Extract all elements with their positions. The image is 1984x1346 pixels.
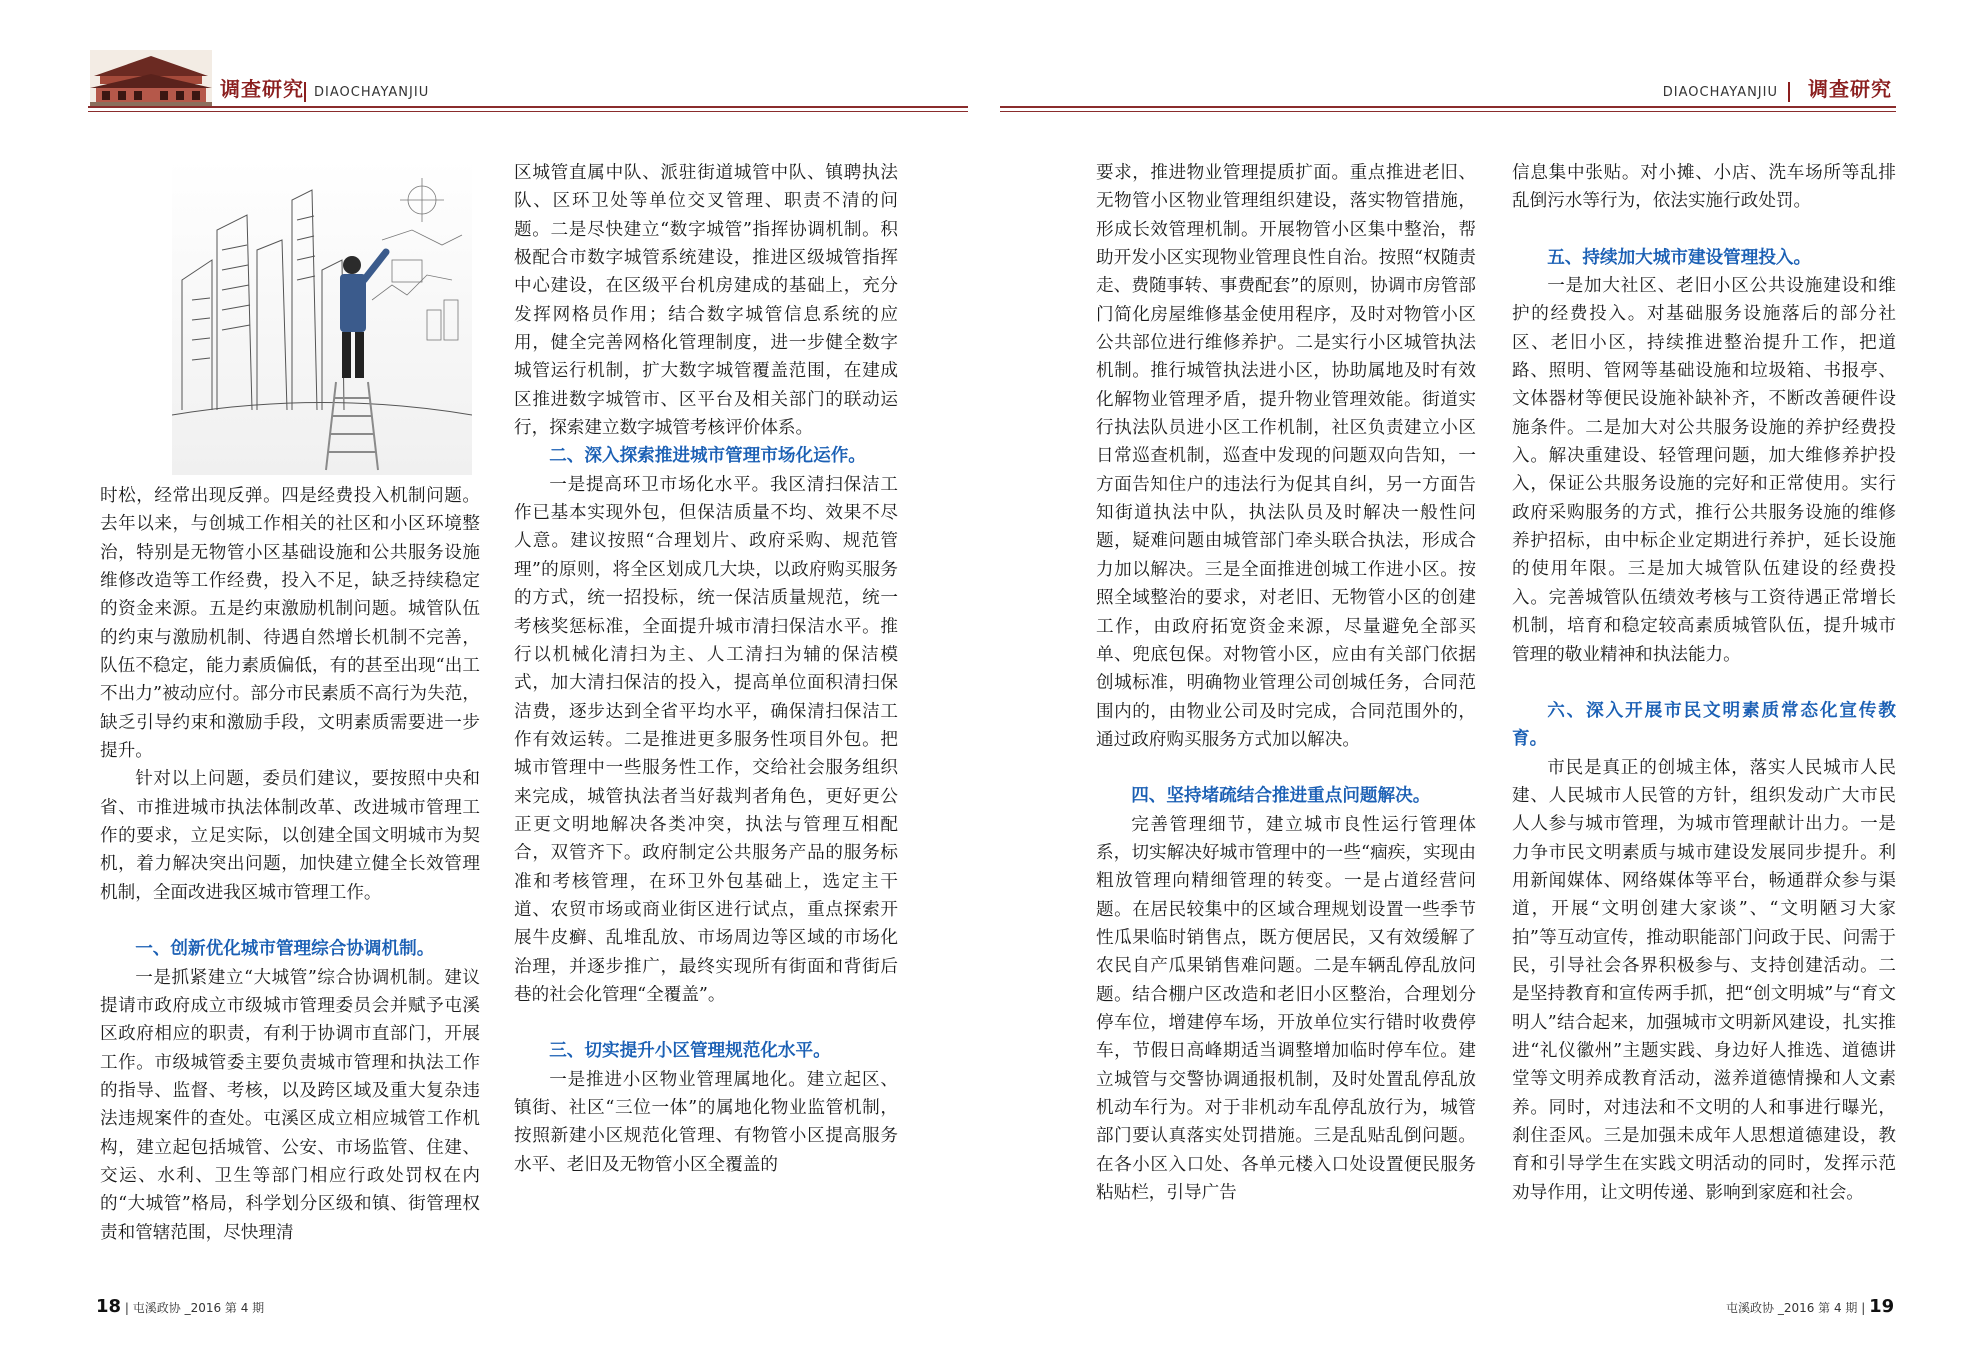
section-heading: 五、持续加大城市建设管理投入。 [1547, 247, 1812, 268]
paragraph: 市民是真正的创城主体，落实人民城市人民建、人民城市人民管的方针，组织发动广大市民人人参与城市管理，为城市管理献计出力。一是力争市民文明素质与城市建设发展同步提升。利用新闻媒体、网络媒体等平台，畅通群众参与渠道，开展“文明创建大家谈”、“文明陋习大家拍”等互动宣传，推动职能部门问政于民、问需于民，引导社会各界积极参与、支持创建活动。二是坚持教育和宣传两手抓，把“创文明城”与“育文明人”结合起来，加强城市文明新风建设，扎实推进“礼仪徽州”主题实践、身边好人推选、道德讲堂等文明养成教育活动，滋养道德情操和人文素养。同时，对违法和不文明的人和事进行曝光，刹住歪风。三是加强未成年人思想道德建设，教育和引导学生在实践文明活动的同时，发挥示范劝导作用，让文明传递、影响到家庭和社会。 [1512, 757, 1896, 1203]
footer-divider-right: | [1861, 1301, 1870, 1315]
header-rule-right-thin [1000, 111, 1896, 112]
paragraph: 完善管理细节，建立城市良性运行管理体系，切实解决好城市管理中的一些“痼疾，实现由粗放管理向精细管理的转变。一是占道经营问题。在居民较集中的区域合理规划设置一些季节性瓜果临时销售点，既方便居民，又有效缓解了农民自产瓜果销售难问题。二是车辆乱停乱放问题。结合棚户区改造和老旧小区整治，合理划分停车位，增建停车场，开放单位实行错时收费停车，节假日高峰期适当调整增加临时停车位。建立城管与交警协调通报机制，及时处置乱停乱放机动车行为。对于非机动车乱停乱放行为，城管部门要认真落实处罚措施。三是乱贴乱倒问题。在各小区入口处、各单元楼入口处设置便民服务粘贴栏，引导广告 [1096, 814, 1476, 1204]
section-heading: 二、深入探索推进城市管理市场化运作。 [549, 446, 866, 467]
paragraph: 信息集中张贴。对小摊、小店、洗车场所等乱排乱倒污水等行为，依法实施行政处罚。 [1512, 163, 1896, 212]
header-separator-right [1788, 82, 1790, 102]
footer-right [1726, 1296, 1894, 1317]
section-pinyin-right: DIAOCHAYANJIU [1662, 85, 1778, 100]
section-heading: 六、深入开展市民文明素质常态化宣传教育。 [1512, 700, 1896, 750]
page-number-left: 18 [96, 1296, 122, 1317]
text-column-4 [1512, 159, 1896, 1207]
header-rule-right [1000, 106, 1896, 108]
footer-left [96, 1296, 264, 1317]
publication-right: 屯溪政协 _2016 第 4 期 [1726, 1301, 1858, 1315]
header-rule-left [88, 106, 968, 108]
footer-divider-left: | [124, 1301, 133, 1315]
text-column-3 [1096, 159, 1476, 1207]
section-pinyin-left: DIAOCHAYANJIU [314, 85, 430, 100]
text-column-2 [514, 159, 898, 1179]
spacer [100, 907, 480, 935]
paragraph: 要求，推进物业管理提质扩面。重点推进老旧、无物管小区物业管理组织建设，落实物管措施，形成长效管理机制。开展物管小区集中整治，帮助开发小区实现物业管理良性自治。按照“权随责走、费随事转、事费配套”的原则，协调市房管部门简化房屋维修基金使用程序，及时对物管小区公共部位进行维修养护。二是实行小区城管执法机制。推行城管执法进小区，协助属地及时有效化解物业管理矛盾，提升物业管理效能。街道实行执法队员进小区工作机制，社区负责建立小区日常巡查机制，巡查中发现的问题双向告知，一方面告知住户的违法行为促其自纠，另一方面告知街道执法中队，执法队员及时解决一般性问题，疑难问题由城管部门牵头联合执法，形成合力加以解决。三是全面推进创城工作进小区。按照全域整治的要求，对老旧、无物管小区的创建工作，由政府拓宽资金来源，尽量避免全部买单、兜底包保。对物管小区，应由有关部门依据创城标准，明确物业管理公司创城任务，合同范围内的，由物业公司及时完成，合同范围外的，通过政府购买服务方式加以解决。 [1096, 163, 1476, 750]
header-rule-left-thin [88, 111, 968, 112]
publication-left: 屯溪政协 _2016 第 4 期 [132, 1301, 265, 1315]
pagoda-illustration [90, 50, 212, 108]
section-heading: 三、切实提升小区管理规范化水平。 [549, 1041, 831, 1062]
section-title-left: 调查研究 [220, 77, 304, 101]
city-sketch-illustration [172, 160, 472, 475]
header-right [1000, 72, 1896, 112]
page-number-right: 19 [1869, 1296, 1895, 1317]
text-column-1 [100, 482, 480, 1247]
paragraph: 区城管直属中队、派驻街道城管中队、镇聘执法队、区环卫处等单位交叉管理、职责不清的问题。二是尽快建立“数字城管”指挥协调机制。积极配合市数字城管系统建设，推进区级城管指挥中心建设，在区级平台机房建成的基础上，充分发挥网格员作用；结合数字城管信息系统的应用，健全完善网格化管理制度，进一步健全数字城管运行机制，扩大数字城管覆盖范围，在建成区推进数字城管市、区平台及相关部门的联动运行，探索建立数字城管考核评价体系。 [514, 163, 898, 439]
paragraph: 一是推进小区物业管理属地化。建立起区、镇街、社区“三位一体”的属地化物业监管机制，按照新建小区规范化管理、有物管小区提高服务水平、老旧及无物管小区全覆盖的 [514, 1069, 898, 1175]
spacer [1512, 216, 1896, 244]
spacer [514, 1009, 898, 1037]
header-left [88, 72, 968, 112]
paragraph: 时松，经常出现反弹。四是经费投入机制问题。去年以来，与创城工作相关的社区和小区环境整治，特别是无物管小区基础设施和公共服务设施维修改造等工作经费，投入不足，缺乏持续稳定的资金来源。五是约束激励机制问题。城管队伍的约束与激励机制、待遇自然增长机制不完善，队伍不稳定，能力素质偏低，有的甚至出现“出工不出力”被动应付。部分市民素质不高行为失范，缺乏引导约束和激励手段，文明素质需要进一步提升。 [100, 486, 480, 762]
paragraph: 一是抓紧建立“大城管”综合协调机制。建议提请市政府成立市级城市管理委员会并赋予屯溪区政府相应的职责，有利于协调市直部门，开展工作。市级城管委主要负责城市管理和执法工作的指导、监督、考核，以及跨区域及重大复杂违法违规案件的查处。屯溪区成立相应城管工作机构，建立起包括城管、公安、市场监管、住建、交运、水利、卫生等部门相应行政处罚权在内的“大城管”格局，科学划分区级和镇、街管理权责和管辖范围，尽快理清 [100, 967, 480, 1243]
header-separator-left [304, 82, 306, 102]
section-heading: 一、创新优化城市管理综合协调机制。 [135, 939, 435, 960]
paragraph: 针对以上问题，委员们建议，要按照中央和省、市推进城市执法体制改革、改进城市管理工作的要求，立足实际，以创建全国文明城市为契机，着力解决突出问题，加快建立健全长效管理机制，全面改进我区城市管理工作。 [100, 769, 480, 903]
section-heading: 四、坚持堵疏结合推进重点问题解决。 [1131, 786, 1431, 807]
paragraph: 一是加大社区、老旧小区公共设施建设和维护的经费投入。对基础服务设施落后的部分社区、老旧小区，持续推进整治提升工作，把道路、照明、管网等基础设施和垃圾箱、书报亭、文体器材等便民设施补缺补齐，不断改善硬件设施条件。二是加大对公共服务设施的养护经费投入。解决重建设、轻管理问题，加大维修养护投入，保证公共服务设施的完好和正常使用。实行政府采购服务的方式，推行公共服务设施的维修养护招标，由中标企业定期进行养护，延长设施的使用年限。三是加大城管队伍建设的经费投入。完善城管队伍绩效考核与工资待遇正常增长机制，培育和稳定较高素质城管队伍，提升城市管理的敬业精神和执法能力。 [1512, 276, 1896, 665]
spacer [1096, 754, 1476, 782]
spacer [1512, 669, 1896, 697]
paragraph: 一是提高环卫市场化水平。我区清扫保洁工作已基本实现外包，但保洁质量不均、效果不尽人意。建议按照“合理划片、政府采购、规范管理”的原则，将全区划成几大块，以政府购买服务的方式，统一招投标，统一保洁质量规范，统一考核奖惩标准，全面提升城市清扫保洁水平。推行以机械化清扫为主、人工清扫为辅的保洁模式，加大清扫保洁的投入，提高单位面积清扫保洁费，逐步达到全省平均水平，确保清扫保洁工作有效运转。二是推进更多服务性项目外包。把城市管理中一些服务性工作，交给社会服务组织来完成，城管执法者当好裁判者角色，更好更公正更文明地解决各类冲突，执法与管理互相配合，双管齐下。政府制定公共服务产品的服务标准和考核管理，在环卫外包基础上，选定主干道、农贸市场或商业街区进行试点，重点探索开展牛皮癣、乱堆乱放、市场周边等区域的市场化治理，并逐步推广，最终实现所有街面和背街后巷的社会化管理“全覆盖”。 [514, 474, 898, 1005]
section-title-right: 调查研究 [1808, 77, 1892, 101]
